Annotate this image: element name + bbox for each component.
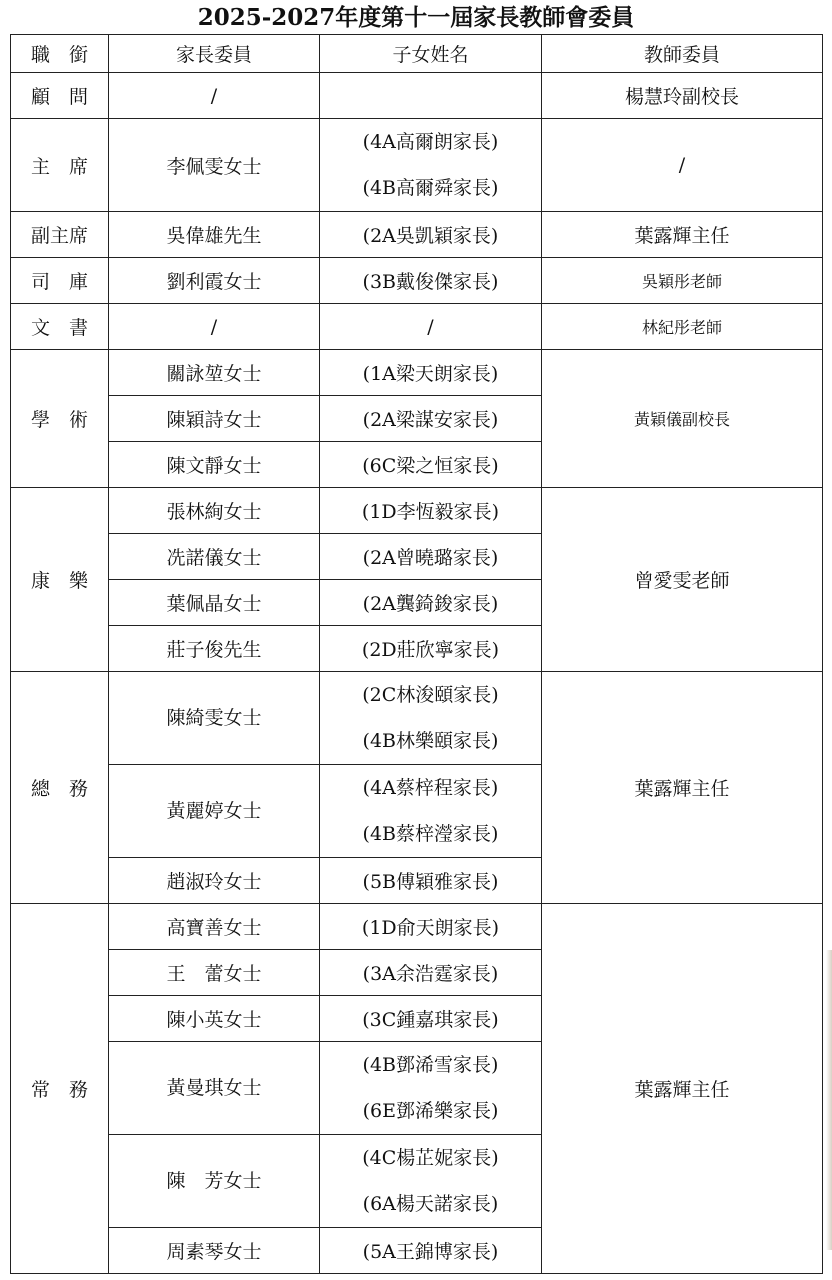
parent-cell: 張林絢女士: [109, 488, 320, 534]
parent-name: 陳 芳女士: [166, 1170, 262, 1192]
scan-edge-shadow: [826, 950, 832, 1250]
teacher-cell: 葉露輝主任: [542, 212, 823, 258]
table-row-treasurer: [11, 258, 823, 304]
child-cell: (2A吳凱穎家長): [320, 212, 542, 258]
child-cell: (3B戴俊傑家長): [320, 258, 542, 304]
child-cell: (2A曾曉璐家長): [320, 534, 542, 580]
header-teacher: 教師委員: [542, 35, 823, 73]
child-cell: [320, 672, 542, 765]
parent-cell: [109, 765, 320, 858]
table-row-secretary: [11, 304, 823, 350]
table-row-general: [11, 672, 823, 765]
role-cell: 主 席: [11, 119, 109, 212]
committee-table: [10, 34, 823, 1274]
child-cell: [320, 119, 542, 212]
child-cell: (3C鍾嘉琪家長): [320, 996, 542, 1042]
parent-cell: [109, 672, 320, 765]
parent-cell: 吳偉雄先生: [109, 212, 320, 258]
child-cell: (1D俞天朗家長): [320, 904, 542, 950]
parent-cell: 劉利霞女士: [109, 258, 320, 304]
child-name: (4A蔡梓程家長): [362, 777, 499, 799]
parent-cell: 關詠堃女士: [109, 350, 320, 396]
table-row-academic: [11, 350, 823, 396]
role-cell: 司 庫: [11, 258, 109, 304]
parent-cell: /: [109, 73, 320, 119]
parent-cell: 高寶善女士: [109, 904, 320, 950]
parent-cell: 陳穎詩女士: [109, 396, 320, 442]
child-cell: (1A梁天朗家長): [320, 350, 542, 396]
teacher-cell: 曾愛雯老師: [542, 488, 823, 672]
parent-cell: 葉佩晶女士: [109, 580, 320, 626]
child-name: (6A楊天諾家長): [362, 1193, 499, 1215]
teacher-cell: 葉露輝主任: [542, 904, 823, 1274]
teacher-cell: 楊慧玲副校長: [542, 73, 823, 119]
child-name: (4B蔡梓瀅家長): [362, 823, 499, 845]
parent-cell: 陳文靜女士: [109, 442, 320, 488]
parent-cell: 王 蕾女士: [109, 950, 320, 996]
child-name: (4B鄧浠雪家長): [362, 1054, 499, 1076]
teacher-cell: 林紀彤老師: [542, 304, 823, 350]
parent-cell: [109, 1042, 320, 1135]
child-cell: /: [320, 304, 542, 350]
child-cell: (5A王錦博家長): [320, 1228, 542, 1274]
table-row-vice-chair: [11, 212, 823, 258]
table-row-recreation: [11, 488, 823, 534]
header-parent: 家長委員: [109, 35, 320, 73]
header-row: [11, 35, 823, 73]
child-name: (4B高爾舜家長): [362, 177, 499, 199]
child-name: (6E鄧浠樂家長): [362, 1100, 499, 1122]
child-cell: [320, 1042, 542, 1135]
parent-name: 陳綺雯女士: [166, 707, 262, 729]
parent-name: 黃曼琪女士: [166, 1077, 262, 1099]
header-role: 職 銜: [11, 35, 109, 73]
teacher-cell: /: [542, 119, 823, 212]
table-row-advisor: [11, 73, 823, 119]
parent-cell: [109, 1135, 320, 1228]
parent-cell: 趙淑玲女士: [109, 858, 320, 904]
teacher-cell: 黃穎儀副校長: [542, 350, 823, 488]
parent-cell: 陳小英女士: [109, 996, 320, 1042]
parent-cell: /: [109, 304, 320, 350]
page-title: 2025-2027年度第十一屆家長教師會委員: [197, 4, 635, 31]
parent-cell: 莊子俊先生: [109, 626, 320, 672]
table-row-chair: [11, 119, 823, 212]
child-cell: (3A余浩霆家長): [320, 950, 542, 996]
child-cell: [320, 765, 542, 858]
role-cell: 文 書: [11, 304, 109, 350]
child-cell: (2A梁謀安家長): [320, 396, 542, 442]
parent-cell: 周素琴女士: [109, 1228, 320, 1274]
parent-cell: 冼諾儀女士: [109, 534, 320, 580]
role-cell: 副主席: [11, 212, 109, 258]
child-cell: (2D莊欣寧家長): [320, 626, 542, 672]
role-cell: 顧 問: [11, 73, 109, 119]
child-cell: (5B傅穎雅家長): [320, 858, 542, 904]
child-cell: (1D李恆毅家長): [320, 488, 542, 534]
role-cell: 康 樂: [11, 488, 109, 672]
role-cell: 常 務: [11, 904, 109, 1274]
child-cell: [320, 1135, 542, 1228]
role-cell: 學 術: [11, 350, 109, 488]
role-cell: 總 務: [11, 672, 109, 904]
header-child: 子女姓名: [320, 35, 542, 73]
parent-cell: 李佩雯女士: [109, 119, 320, 212]
child-name: (2C林浚頤家長): [362, 684, 499, 706]
parent-name: 黃麗婷女士: [166, 800, 262, 822]
child-name: (4A高爾朗家長): [362, 131, 499, 153]
child-name: (4C楊芷妮家長): [362, 1147, 499, 1169]
child-cell: (2A龔錡鋑家長): [320, 580, 542, 626]
teacher-cell: 吳穎彤老師: [542, 258, 823, 304]
child-name: (4B林樂頤家長): [362, 730, 499, 752]
table-row-standing: [11, 904, 823, 950]
child-cell: [320, 73, 542, 119]
teacher-cell: 葉露輝主任: [542, 672, 823, 904]
child-cell: (6C梁之恒家長): [320, 442, 542, 488]
